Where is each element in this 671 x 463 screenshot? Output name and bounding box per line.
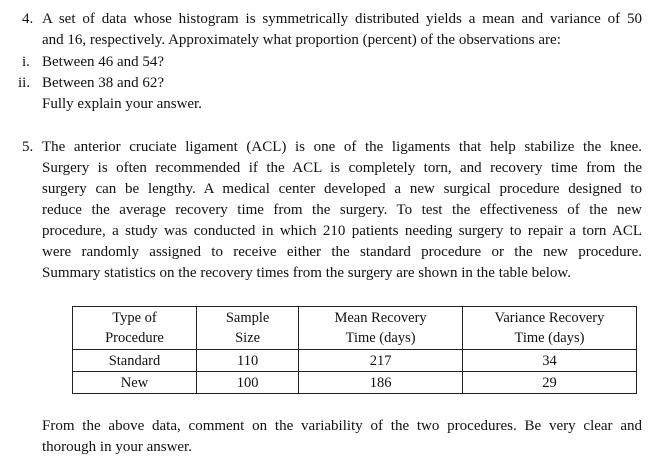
header-line: Time (days) xyxy=(514,330,585,346)
table-cell: 217 xyxy=(299,350,463,372)
header-line: Procedure xyxy=(105,330,164,346)
table-row xyxy=(73,350,637,372)
question-5-line-6: were randomly assigned to receive either the standard procedure or the new procedure. xyxy=(42,244,642,260)
header-line: Type of xyxy=(112,310,157,326)
header-sample-size xyxy=(196,307,298,350)
table-cell: New xyxy=(73,372,197,394)
header-type-of-procedure xyxy=(73,307,197,350)
header-line: Size xyxy=(235,330,261,346)
question-5-line-2: Surgery is often recommended if the ACL is completely torn, and recovery time from the xyxy=(42,160,642,176)
header-line: Time (days) xyxy=(345,330,416,346)
question-5-followup-line-2: thorough in your answer. xyxy=(42,439,192,455)
header-mean-recovery-time xyxy=(299,307,463,350)
table-cell: 110 xyxy=(196,350,298,372)
table-cell: Standard xyxy=(73,350,197,372)
question-5-line-5: procedure, a study was conducted in which 210 patients needing surgery to repair a torn ACL xyxy=(42,223,642,239)
question-5-followup-line-1: From the above data, comment on the variability of the two procedures. Be very clear and xyxy=(42,418,642,434)
header-variance-recovery-time xyxy=(462,307,636,350)
summary-statistics-table xyxy=(72,306,637,394)
table-cell: 34 xyxy=(462,350,636,372)
item-ii-text: Between 38 and 62? xyxy=(42,75,165,91)
question-5-line-4: reduce the average recovery time from the surgery. To test the effectiveness of the new xyxy=(42,202,642,218)
item-ii-label: ii. xyxy=(18,75,31,91)
question-5-line-7: Summary statistics on the recovery times from the surgery are shown in the table below. xyxy=(42,265,572,281)
table-cell: 29 xyxy=(462,372,636,394)
table-row xyxy=(73,372,637,394)
header-line: Sample xyxy=(225,310,270,326)
question-5-number: 5. xyxy=(22,139,34,155)
question-4-number: 4. xyxy=(22,11,34,27)
header-line: Variance Recovery xyxy=(494,310,605,326)
question-4-closing: Fully explain your answer. xyxy=(42,96,202,112)
table-header-row xyxy=(73,307,637,350)
item-i-label: i. xyxy=(22,54,30,70)
question-5-line-1: The anterior cruciate ligament (ACL) is one of the ligaments that help stabilize the knee. xyxy=(42,139,642,155)
header-line: Mean Recovery xyxy=(334,310,427,326)
item-i-text: Between 46 and 54? xyxy=(42,54,165,70)
question-4-line-1: A set of data whose histogram is symmetrically distributed yields a mean and variance of 50 xyxy=(42,11,642,27)
table-cell: 186 xyxy=(299,372,463,394)
table-cell: 100 xyxy=(196,372,298,394)
question-4-line-2: and 16, respectively. Approximately what proportion (percent) of the observations are: xyxy=(42,32,561,48)
question-5-line-3: surgery can be lengthy. A medical center developed a new surgical procedure designed to xyxy=(42,181,642,197)
